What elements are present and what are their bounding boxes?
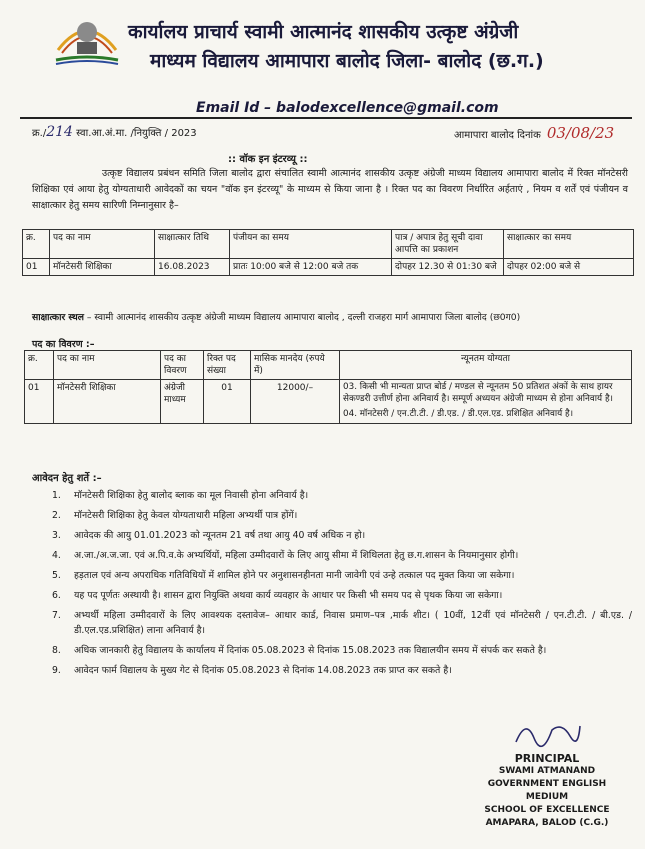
reference-date: आमापारा बालोद दिनांक 03/08/23 <box>454 124 615 142</box>
intro-paragraph: उत्कृष्ट विद्यालय प्रबंधन समिति जिला बालोद द्वारा संचालित स्वामी आत्मानंद शासकीय उत्कृष्ट अंग्रेजी माध्यम विद्यालय आमापारा बालोद में रिक्त मॉनटेसरी शिक्षिका एवं आया हेतु योग्यताधारी आवेदकों का चयन "वॉक इन इंटरव्यू" के माध्यम से किया जाना है । रिक्त पद का विवरण निर्धारित अर्हताएं , नियम व शर्तें एवं पंजीयन व साक्षात्कार हेतु समय सारिणी निम्नानुसार है– <box>32 168 628 211</box>
stamp-line: AMAPARA, BALOD (C.G.) <box>485 818 609 828</box>
reference-number: क्र./214 स्वा.आ.अं.मा. /नियुक्ति / 2023 <box>32 124 197 140</box>
stamp-title: PRINCIPAL <box>514 752 580 765</box>
cell-registration-time: प्रातः 10:00 बजे से 12:00 बजे तक <box>230 259 392 276</box>
qualification-item: 03. किसी भी मान्यता प्राप्त बोर्ड / मण्डल से न्यूनतम 50 प्रतिशत अंकों के साथ हायर सेकण्डरी उत्तीर्ण होना अनिवार्य है। सम्पूर्ण अध्ययन अंग्रेजी माध्यम से होना अनिवार्य है। <box>343 382 613 404</box>
conditions-list <box>52 488 632 683</box>
stamp-line: SCHOOL OF EXCELLENCE <box>484 805 610 815</box>
header-divider <box>20 117 632 119</box>
cell-sno: 01 <box>25 380 54 424</box>
office-title-line2: माध्यम विद्यालय आमापारा बालोद जिला- बालोद (छ.ग.) <box>150 50 544 72</box>
principal-stamp <box>472 752 622 830</box>
stamp-line: SWAMI ATMANAND <box>498 766 596 776</box>
school-logo-emblem-icon <box>52 10 122 66</box>
col-interview-date: साक्षात्कार तिथि <box>155 230 230 259</box>
list-item: 5. हड़ताल एवं अन्य अपराधिक गतिविधियों में शामिल होने पर अनुशासनहीनता मानी जावेगी एवं उन्हे तत्काल पद मुक्त किया जा सकेगा। <box>52 570 515 581</box>
col-post-name: पद का नाम <box>50 230 155 259</box>
col-salary: मासिक मानदेय (रुपये में) <box>251 351 340 380</box>
col-qualification: न्यूनतम योग्यता <box>340 351 632 380</box>
cell-sno: 01 <box>23 259 50 276</box>
col-vacancy: रिक्त पद संख्या <box>204 351 251 380</box>
office-title-line1: कार्यालय प्राचार्य स्वामी आत्मानंद शासकीय उत्कृष्ट अंग्रेजी <box>128 21 519 43</box>
col-post-name: पद का नाम <box>54 351 161 380</box>
col-post-desc: पद का विवरण <box>161 351 204 380</box>
interview-venue <box>32 310 632 325</box>
schedule-table <box>22 229 634 276</box>
table-row <box>25 380 632 424</box>
cell-vacancy: 01 <box>204 380 251 424</box>
conditions-heading: आवेदन हेतु शर्ते :– <box>32 473 102 484</box>
list-item: 9. आवेदन फार्म विद्यालय के मुख्य गेट से दिनांक 05.08.2023 से दिनांक 14.08.2023 तक प्राप्त कर सकते है। <box>52 665 452 676</box>
list-item: 3. आवेदक की आयु 01.01.2023 को न्यूनतम 21 वर्ष तथा आयु 40 वर्ष अधिक न हो। <box>52 530 366 541</box>
email-id: Email Id – balodexcellence@gmail.com <box>196 100 499 116</box>
venue-text: – स्वामी आत्मानंद शासकीय उत्कृष्ट अंग्रेजी माध्यम विद्यालय आमापारा बालोद , दल्ली राजहरा मार्ग आमापारा जिला बालोद (छ0ग0) <box>83 312 521 323</box>
list-item: 2. मॉनटेसरी शिक्षिका हेतु केवल योग्यताधारी महिला अभ्यर्थी पात्र होंगें। <box>52 510 298 521</box>
cell-list-publication: दोपहर 12.30 से 01:30 बजे <box>392 259 504 276</box>
list-item: 1. मॉनटेसरी शिक्षिका हेतु बालोद ब्लाक का मूल निवासी होना अनिवार्य है। <box>52 490 309 501</box>
col-list-publication: पात्र / अपात्र हेतु सूची दावा आपत्ति का प्रकाशन <box>392 230 504 259</box>
stamp-line: GOVERNMENT ENGLISH MEDIUM <box>487 779 607 802</box>
list-item: 6. यह पद पूर्णतः अस्थायी है। शासन द्वारा नियुक्ति अथवा कार्य व्यवहार के आधार पर किसी भी समय पद से पृथक किया जा सकेगा। <box>52 590 503 601</box>
cell-post-name: मॉनटेसरी शिक्षिका <box>50 259 155 276</box>
table-header-row <box>25 351 632 380</box>
cell-interview-date: 16.08.2023 <box>155 259 230 276</box>
venue-label: साक्षात्कार स्थल <box>32 312 84 323</box>
table-header-row <box>23 230 634 259</box>
principal-signature <box>512 712 582 752</box>
cell-post-desc: अंग्रेजी माध्यम <box>161 380 204 424</box>
list-item: 4. अ.जा./अ.ज.जा. एवं अ.पि.व.के अभ्यर्थियों, महिला उम्मीदवारों के लिए आयु सीमा में शिथिलता हेतु छ.ग.शासन के नियमानुसार होगी। <box>52 550 519 561</box>
cell-interview-time: दोपहर 02:00 बजे से <box>504 259 634 276</box>
cell-salary: 12000/– <box>251 380 340 424</box>
list-item: 8. अधिक जानकारी हेतु विद्यालय के कार्यालय में दिनांक 05.08.2023 से दिनांक 15.08.2023 तक विद्यालयीन समय में संपर्क कर सकते है। <box>52 645 547 656</box>
col-sno: क्र. <box>23 230 50 259</box>
walk-in-interview-heading: :: वॉक इन इंटरव्यू :: <box>228 154 308 165</box>
qualification-item: 04. मॉनटेसरी / एन.टी.टी. / डी.एड. / डी.एल.एड. प्रशिक्षित अनिवार्य है। <box>343 409 574 419</box>
cell-qualification <box>340 380 632 424</box>
col-sno: क्र. <box>25 351 54 380</box>
table-row <box>23 259 634 276</box>
list-item: 7. अभ्यर्थी महिला उम्मीदवारों के लिए आवश्यक दस्तावेज– आधार कार्ड, निवास प्रमाण–पत्र ,मार्क शीट। ( 10वीं, 12वीं एवं मॉनटेसरी / एन.टी.टी. / बी.एड. / डी.एल.एड.प्रशिक्षित) लाना अनिवार्य है। <box>52 610 632 636</box>
post-details-label: पद का विवरण :– <box>32 339 95 350</box>
post-details-table <box>24 350 632 424</box>
col-registration-time: पंजीयन का समय <box>230 230 392 259</box>
col-interview-time: साक्षात्कार का समय <box>504 230 634 259</box>
cell-post-name: मॉनटेसरी शिक्षिका <box>54 380 161 424</box>
